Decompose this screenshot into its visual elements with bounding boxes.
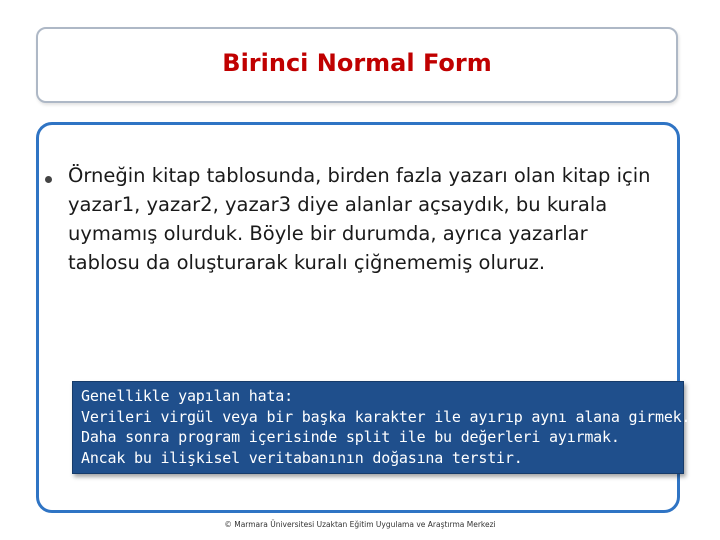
note-line: Verileri virgül veya bir başka karakter ile ayırıp aynı alana girmek. (81, 407, 691, 426)
title-box (36, 27, 678, 103)
note-line: Genellikle yapılan hata: (81, 387, 293, 405)
bullet-dot-icon (45, 176, 52, 183)
bullet-text: Örneğin kitap tablosunda, birden fazla yazarı olan kitap için yazar1, yazar2, yazar3 diye alanlar açsaydık, bu kurala uymamış olurduk. Böyle bir durumda, ayrıca yazarlar tablosu da oluşturarak kuralı çiğnememiş oluruz. (68, 164, 651, 274)
note-box (72, 381, 691, 474)
footer-copyright: © Marmara Üniversitesi Uzaktan Eğitim Uygulama ve Araştırma Merkezi (224, 520, 496, 529)
note-line: Ancak bu ilişkisel veritabanının doğasına terstir. (81, 448, 523, 467)
slide-title: Birinci Normal Form (222, 49, 492, 77)
note-line: Daha sonra program içerisinde split ile bu değerleri ayırmak. (81, 428, 620, 446)
